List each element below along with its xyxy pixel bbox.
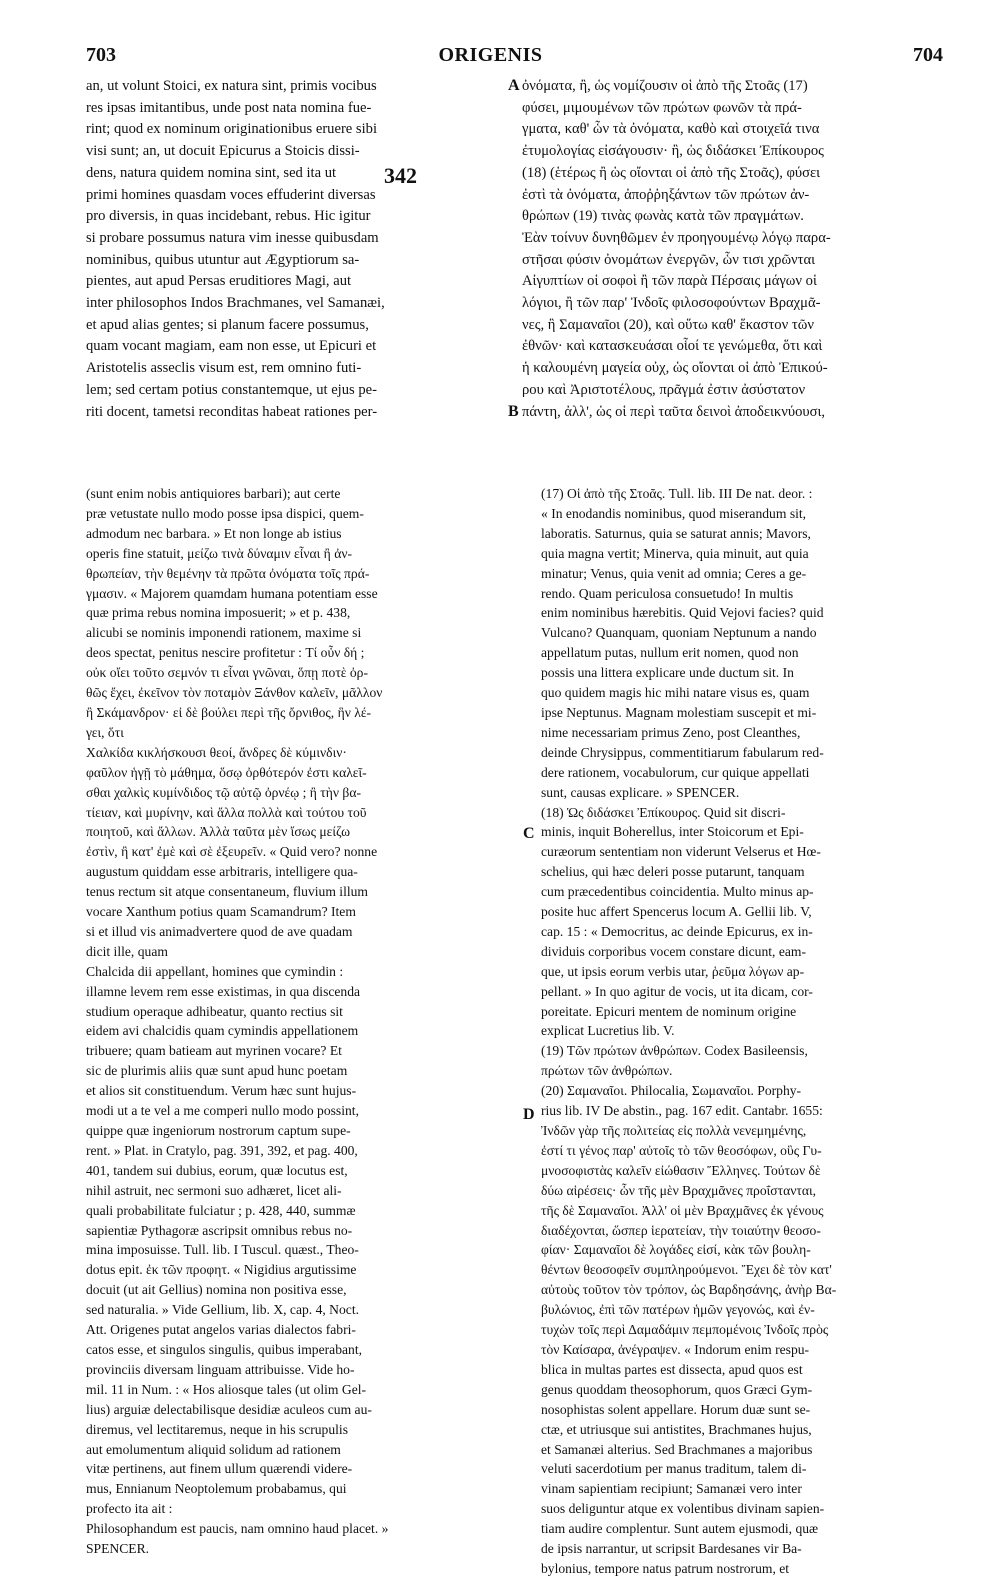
text-line: visi sunt; an, ut docuit Epicurus a Stoicis dissi- [86,143,360,160]
text-line: θῶς ἔχει, ἐκεῖνον τὸν ποταμὸν Ξάνθον καλεῖν, μᾶλλον [86,685,383,701]
text-line: sic de plurimis aliis quæ sunt apud hunc poetam [86,1063,348,1079]
text-line: mil. 11 in Num. : « Hos aliosque tales (ut olim Gel- [86,1381,367,1397]
text-line: bylonius, tempore natus patrum nostrorum, et [541,1560,790,1576]
text-line: πάντη, ἀλλ', ὡς οἱ περὶ ταῦτα δεινοὶ ἀποδεικνύουσι, [522,403,826,420]
text-line: λόγιοι, ἢ τῶν παρ' Ἰνδοῖς φιλοσοφούντων Βραχμᾶ- [522,295,821,312]
text-line: ποιητοῦ, καὶ ἄλλων. Ἀλλὰ ταῦτα μὲν ἴσως μείζω [86,824,351,840]
text-line: vocare Xanthum potius quam Scamandrum? Item [86,904,356,920]
text-line: ἢ Σκάμανδρον· εἰ δὲ βούλει περὶ τῆς ὄρνιθος, ἣν λέ- [86,704,372,720]
text-line: ἐτυμολογίας εἰσάγουσιν· ἢ, ὡς διδάσκει Ἐπίκουρος [522,143,824,160]
text-line: nosophistas solent appellare. Horum duæ sunt se- [541,1401,811,1417]
text-line: nominibus, quibus utuntur aut Ægyptiorum sa- [86,251,360,268]
text-line: si et illud vis animadvertere quod de ave quadam [86,923,353,939]
text-line: quali probabilitate fulciatur ; p. 428, 440, summæ [86,1202,356,1218]
text-line: τίειαν, καὶ μυρίνην, καὶ ἄλλα πολλὰ καὶ τούτου τοῦ [86,804,367,820]
text-line: ipse Neptunus. Magnam molestiam suscepit et mi- [541,704,817,720]
text-line: Aristotelis asseclis visum est, rem omnino futi- [86,360,362,377]
text-line: res ipsas imitantibus, unde post nata nomina fue- [86,99,372,116]
text-line: Philosophandum est paucis, nam omnino haud placet. » [86,1521,389,1537]
text-line: que, ut ipsis eorum verbis utar, ῥεῦμα λόγων ap- [541,963,805,979]
text-line: ctæ, et utriusque sui antistites, Brachmanes hujus, [541,1421,812,1437]
text-line: schelius, qui hæc deleri posse putarunt, tanquam [541,864,805,880]
text-line: μνοσοφιστὰς καλεῖν εἰώθασιν Ἕλληνες. Τούτων δὲ [541,1162,821,1178]
text-line: diremus, vel lectitaremus, neque in his scrupulis [86,1421,348,1437]
text-line: provinciis diversam linguam attribuisse. Vide ho- [86,1361,355,1377]
text-line: φίαν· Σαμαναῖοι δὲ λογάδες εἰσί, κὰκ τῶν βουλη- [541,1242,811,1258]
text-line: ἡ καλουμένη μαγεία οὐχ, ὡς οἴονται οἱ ἀπὸ Ἐπικού- [522,360,828,377]
text-line: θέντων θεοσοφεῖν συμπληρούμενοι. Ἔχει δὲ τὸν κατ' [541,1262,832,1278]
text-line: ἐστί τι γένος παρ' αὐτοῖς τὸ τῶν θεοσόφων, οὓς Γυ- [541,1142,822,1158]
margin-marker-c: C [523,825,535,842]
text-line: admodum nec barbara. » Et non longe ab istius [86,525,342,541]
text-line: (18) (ἑτέρως ἢ ὡς οἴονται οἱ ἀπὸ τῆς Στοᾶς), φύσει [522,164,821,181]
text-line: νες, ἢ Σαμαναῖοι (20), καὶ οὕτω καθ' ἕκαστον τῶν [522,316,814,333]
running-title: ORIGENIS [438,44,543,66]
text-line: illamne levem rem esse existimas, in qua discenda [86,983,361,999]
text-line: deinde Chrysippus, commentitiarum fabularum red- [541,744,824,760]
margin-marker-b: B [508,403,519,420]
text-line: ἐθνῶν· καὶ κατασκευάσαι οἷοί τε γενώμεθα, ὅτι καὶ [522,338,823,355]
text-line: et Samanæi alterius. Sed Brachmanes a majoribus [541,1441,813,1457]
text-line: διαδέχονται, ὥσπερ ἱερατείαν, τὴν τοιαύτην θεοσο- [541,1222,821,1238]
text-line: curæorum sententiam non viderunt Velserus et Hœ- [541,844,821,860]
text-line: posite huc affert Spencerus locum A. Gellii lib. V, [541,904,812,920]
text-line: minis, inquit Boherellus, inter Stoicorum et Epi- [541,824,804,840]
text-line: suos deliguntur atque ex volentibus divinam sapien- [541,1501,825,1517]
text-line: σθαι χαλκὶς κυμίνδιδος τῷ αὐτῷ ὀρνέῳ ; ἢ τὴν βα- [86,784,361,800]
text-line: primi homines quasdam voces effuderint diversas [86,186,376,203]
latin-translation-column [86,76,506,423]
text-line: rint; quod ex nominum originationibus eruere sibi [86,121,378,138]
text-line: augustum quiddam esse arbitraris, intelligere qua- [86,864,358,880]
text-line: SPENCER. [86,1541,150,1557]
text-line: ὀνόματα, ἢ, ὡς νομίζουσιν οἱ ἀπὸ τῆς Στοᾶς (17) [522,78,808,94]
text-line: enim nominibus hærebitis. Quid Vejovi facies? quid [541,605,824,621]
text-line: præ vetustate nullo modo posse ipsa dispici, quem- [86,505,364,521]
text-line: θρώπων (19) τινὰς φωνὰς κατὰ τῶν πραγμάτων. [522,208,804,225]
text-line: στῆσαι φύσιν ὀνομάτων ἐνεργῶν, ὧν τισι χρῶνται [522,251,816,268]
text-line: (19) Τῶν πρώτων ἀνθρώπων. Codex Basileensis, [541,1043,808,1059]
text-line: de ipsis narrantur, ut scripsit Bardesanes vir Ba- [541,1541,802,1557]
text-line: laboratis. Saturnus, quia se saturat annis; Mavors, [541,525,811,541]
text-line: operis fine statuit, μείζω τινὰ δύναμιν εἶναι ἢ ἀν- [86,545,352,561]
text-line: αὐτοὺς τοῦτον τὸν τρόπον, ὡς Βαρδησάνης, ἀνὴρ Βα- [541,1282,837,1298]
text-line: (18) Ὡς διδάσκει Ἐπίκουρος. Quid sit discri- [541,804,786,820]
text-line: genus quoddam theosophorum, quos Græci Gym- [541,1381,813,1397]
text-line: τὸν Καίσαρα, ἀνέγραψεν. « Indorum enim respu- [541,1341,810,1357]
footnotes-left-column [86,484,504,1559]
text-line: δύω αἱρέσεις· ὧν τῆς μὲν Βραχμᾶνες προΐστανται, [541,1182,816,1198]
text-line: ἐστὶν, ἢ κατ' ἐμὲ καὶ σὲ ἐξευρεῖν. « Quid vero? nonne [86,844,378,860]
text-line: τῆς δὲ Σαμαναῖοι. Ἀλλ' οἱ μὲν Βραχμᾶνες ἐκ γένους [541,1202,824,1218]
text-line: mina imposuisse. Tull. lib. I Tuscul. quæst., Theo- [86,1242,359,1258]
margin-marker-d: D [523,1106,535,1123]
text-line: rius lib. IV De abstin., pag. 167 edit. Cantabr. 1655: [541,1103,823,1119]
text-line: aut emolumentum aliquid solidum ad rationem [86,1441,341,1457]
text-line: dens, natura quidem nomina sint, sed ita ut [86,164,337,181]
text-line: lius) arguiæ delectabilisque desidiæ aculeos cum au- [86,1401,372,1417]
text-line: pientes, aut apud Persas eruditiores Magi, aut [86,273,352,290]
text-line: mus, Ennianum Neoptolemum probabamus, qui [86,1481,347,1497]
text-line: et apud alias gentes; si planum facere possumus, [86,316,369,333]
text-line: γματα, καθ' ὧν τὰ ὀνόματα, καθὸ καὶ στοιχεῖά τινα [522,121,820,138]
text-line: cap. 15 : « Democritus, ac deinde Epicurus, ex in- [541,923,813,939]
text-line: riti docent, tametsi reconditas habeat rationes per- [86,403,378,420]
text-line: quia magna vertit; Minerva, quia minuit, aut quia [541,545,809,561]
text-line: si probare possumus natura vim inesse quibusdam [86,229,379,246]
text-line: Chalcida dii appellant, homines que cymindin : [86,963,344,979]
text-line: poreitate. Epicuri mentem de nominum origine [541,1003,797,1019]
text-line: quippe quæ ingeniorum nostrorum captum supe- [86,1123,351,1138]
text-line: βυλώνιος, ἐπὶ τῶν πατέρων ἡμῶν γεγονώς, καὶ ἐν- [541,1302,815,1318]
text-line: γμασιν. « Majorem quamdam humana potentiam esse [86,585,378,601]
text-line: pro diversis, in quas incidebant, rebus. Hic igitur [86,208,371,225]
text-line: sapientiæ Pythagoræ ascripsit omnibus rebus no- [86,1222,353,1238]
text-line: studium operaque adhibeatur, quanto rectius sit [86,1003,343,1019]
text-line: sed naturalia. » Vide Gellium, lib. X, cap. 4, Noct. [86,1302,360,1318]
text-line: dere rationem, vocabulorum, cur quique appellati [541,764,810,780]
text-line: cum præcedentibus coincidentia. Multo minus ap- [541,884,814,900]
text-line: nime necessariam primus Zeno, post Cleanthes, [541,724,801,740]
text-line: modi ut a te vel a me comperi nullo modo possint, [86,1103,359,1119]
text-line: φύσει, μιμουμένων τῶν πρώτων φωνῶν τὰ πρά- [522,99,802,116]
text-line: docuit (ut ait Gellius) nomina non positiva esse, [86,1282,347,1298]
text-line: catos esse, et singulos singulis, quibus imperabant, [86,1341,362,1357]
text-line: (sunt enim nobis antiquiores barbari); aut certe [86,486,341,501]
text-line: sunt, causas explicare. » SPENCER. [541,784,740,800]
right-page-number: 704 [913,44,943,66]
greek-text-column [522,76,944,423]
text-line: explicat Lucretius lib. V. [541,1023,675,1039]
text-line: φαῦλον ἡγῇ τὸ μάθημα, ὅσῳ ὀρθότερόν ἐστι καλεῖ- [86,764,367,780]
text-line: possis una littera explicare unde ductum sit. In [541,665,794,681]
text-line: tribuere; quam batieam aut myrinen vocare? Et [86,1043,342,1059]
text-line: deos spectat, penitus nescire profitetur : Τί οὖν δή ; [86,645,365,661]
text-line: quæ prima rebus nomina imposuerit; » et p. 438, [86,605,351,621]
text-line: eidem avi chalcidis quam cymindis appellationem [86,1023,359,1039]
text-line: Ἰνδῶν γὰρ τῆς πολιτείας εἰς πολλὰ νενεμημένης, [541,1123,807,1138]
text-line: ρου καὶ Ἀριστοτέλους, πρᾶγμά ἐστιν ἀσύστατον [522,381,806,398]
text-line: Att. Origenes putat angelos varias dialectos fabri- [86,1322,356,1338]
text-line: γει, ὅτι [86,724,124,740]
text-line: Vulcano? Quanquam, quoniam Neptunum a nando [541,625,817,641]
text-line: vitæ pertinens, aut finem ullum quærendi videre- [86,1461,353,1477]
text-line: Ἐὰν τοίνυν δυνηθῶμεν ἐν προηγουμένῳ λόγῳ παρα- [522,229,831,246]
text-line: πρώτων τῶν ἀνθρώπων. [541,1063,673,1079]
text-line: θρωπείαν, τὴν θεμένην τὰ πρῶτα ὀνόματα τοῖς πρά- [86,565,370,581]
left-page-number: 703 [86,44,116,66]
margin-marker-a: A [508,77,520,94]
text-line: minatur; Venus, quia venit ad omnia; Ceres a ge- [541,565,807,581]
text-line: lem; sed certam potius constantemque, ut ejus pe- [86,381,377,398]
text-line: ἐστὶ τὰ ὀνόματα, ἀποῤῥηξάντων τῶν πρώτων ἀν- [522,186,810,203]
text-line: pellant. » In quo agitur de vocis, ut ita dicam, cor- [541,983,813,999]
text-line: Χαλκίδα κικλήσκουσι θεοί, ἄνδρες δὲ κύμινδιν· [86,744,347,760]
text-line: nihil astruit, nec sermoni suo adhæret, licet ali- [86,1182,342,1198]
text-line: (17) Οἱ ἀπὸ τῆς Στοᾶς. Tull. lib. III De nat. deor. : [541,486,813,501]
text-line: appellatum putas, nullum erit nomen, quod non [541,645,799,661]
text-line: vinam sapientiam recipiunt; Samanæi vero inter [541,1481,802,1497]
column-number: 342 [384,163,417,188]
text-line: Αἰγυπτίων οἱ σοφοὶ ἢ τῶν παρὰ Πέρσαις μάγων οἱ [522,273,817,290]
text-line: 401, tandem sui dubius, eorum, quæ locutus est, [86,1162,348,1178]
text-line: tenus rectum sit atque consentaneum, fluvium illum [86,884,369,900]
text-line: an, ut volunt Stoici, ex natura sint, primis vocibus [86,78,377,94]
text-line: et alios sit constituendum. Verum hæc sunt hujus- [86,1083,357,1099]
text-line: rendo. Quam periculosa consuetudo! In multis [541,585,794,601]
text-line: profecto ita ait : [86,1501,173,1517]
footnotes-right-column [541,484,946,1579]
text-line: dicit ille, quam [86,943,168,959]
text-line: alicubi se nominis imponendi rationem, maxime si [86,625,362,641]
text-line: οὐκ οἴει τοῦτο σεμνόν τι εἶναι γνῶναι, ὅπῃ ποτὲ ὀρ- [86,665,368,681]
text-line: dotus epit. ἐκ τῶν προφητ. « Nigidius argutissime [86,1262,357,1278]
text-line: (20) Σαμαναῖοι. Philocalia, Σωμαναῖοι. Porphy- [541,1083,802,1099]
text-line: dividuis corporibus vocem constare dicunt, eam- [541,943,807,959]
text-line: tiam audire complentur. Sunt autem ejusmodi, quæ [541,1521,819,1537]
text-line: rent. » Plat. in Cratylo, pag. 391, 392, et pag. 400, [86,1142,358,1158]
text-line: quam vocant magiam, eam non esse, ut Epicuri et [86,338,377,355]
text-line: τυχὼν τοῖς περὶ Δαμαδάμιν πεμπομένοις Ἰνδοῖς πρὸς [541,1322,829,1338]
text-line: « In enodandis nominibus, quod miserandum sit, [541,505,807,521]
text-line: inter philosophos Indos Brachmanes, vel Samanæi, [86,295,385,312]
text-line: veluti sacerdotium per manus traditum, talem di- [541,1461,807,1477]
text-line: blica in multas partes est dissecta, apud quos est [541,1361,803,1377]
text-line: quo quidem magis hic mihi natare visus es, quam [541,685,810,701]
